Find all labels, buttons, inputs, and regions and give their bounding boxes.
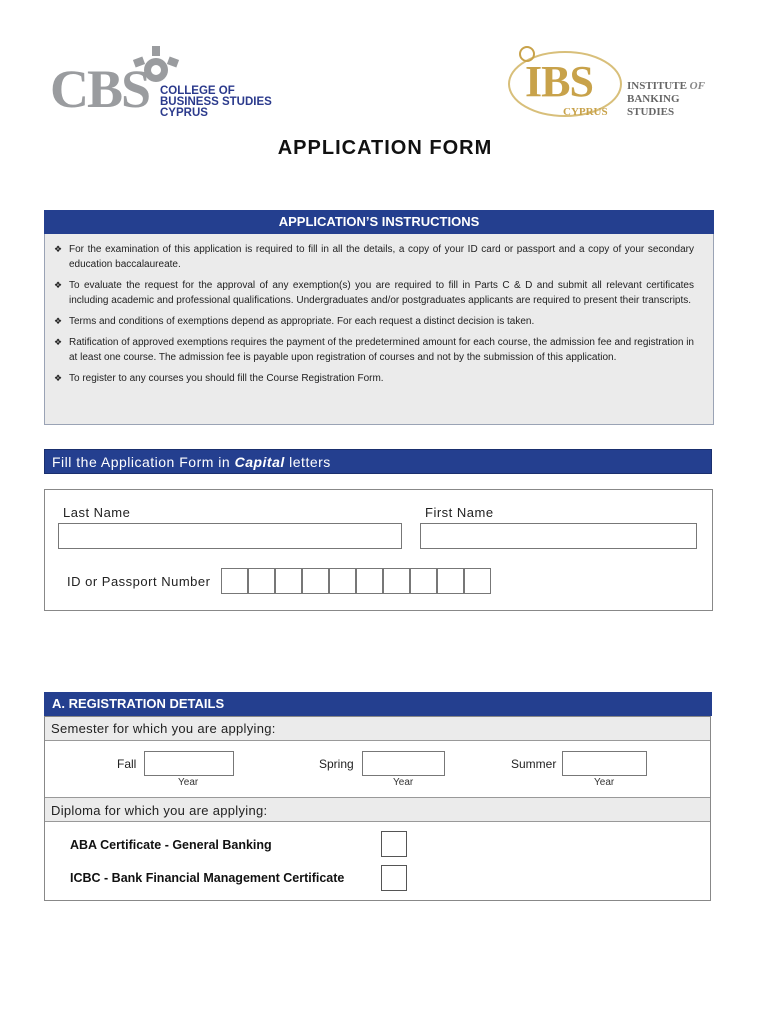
ibs-line1: INSTITUTE [627,80,687,92]
id-digit-cell[interactable] [383,568,410,594]
cbs-logo [50,44,280,124]
id-passport-label: ID or Passport Number [67,574,211,589]
semester-fall-label: Fall [117,757,137,771]
id-digit-cell[interactable] [275,568,302,594]
id-digit-cell[interactable] [302,568,329,594]
diploma-aba-label: ABA Certificate - General Banking [70,838,272,852]
instruction-item: ❖ To evaluate the request for the approval of any exemption(s) you are required to fill in Parts C & D and submit all relevant certificates including academic and professional qualifications. Undergraduates and/or postgraduates applicants are required to present their transcripts. [54,280,694,306]
id-passport-field[interactable] [221,568,491,594]
semester-summer-label: Summer [511,757,557,771]
id-digit-cell[interactable] [410,568,437,594]
ibs-cyprus: CYPRUS [563,106,608,118]
fill-instruction-banner [44,449,712,474]
instructions-heading: APPLICATION’S INSTRUCTIONS [44,210,714,234]
spring-year-label: Year [393,777,414,788]
diamond-bullet-icon: ❖ [54,280,63,290]
ibs-line1-of: OF [689,80,705,92]
cbs-subtitle [160,86,272,119]
diploma-aba-checkbox[interactable] [381,831,407,857]
diamond-bullet-icon: ❖ [54,373,63,383]
diploma-prompt: Diploma for which you are applying: [45,797,710,822]
first-name-label: First Name [425,505,494,520]
instruction-item: ❖ Ratification of approved exemptions requires the payment of the predetermined amount for each course, the admission fee and registration in at least one course. The admission fee is payable upon registration of courses and not by the submission of this application. [54,337,694,363]
id-digit-cell[interactable] [464,568,491,594]
semester-spring-label: Spring [319,757,354,771]
ibs-subtitle [627,80,705,119]
summer-year-field[interactable] [562,751,647,776]
id-digit-cell[interactable] [248,568,275,594]
page-title: APPLICATION FORM [277,137,493,159]
spring-year-field[interactable] [362,751,445,776]
first-name-field[interactable] [420,523,697,549]
summer-year-label: Year [594,777,615,788]
fill-banner-emphasis: Capital [234,454,285,470]
diamond-bullet-icon: ❖ [54,244,63,254]
diamond-bullet-icon: ❖ [54,337,63,347]
ibs-line3: STUDIES [627,106,675,118]
instruction-item: ❖ For the examination of this application is required to fill in all the details, a copy of your ID card or passport and a copy of your secondary education baccalaureate. [54,244,694,270]
last-name-field[interactable] [58,523,402,549]
semester-prompt: Semester for which you are applying: [45,717,710,741]
diamond-bullet-icon: ❖ [54,316,63,326]
id-digit-cell[interactable] [221,568,248,594]
instruction-item: ❖ To register to any courses you should fill the Course Registration Form. [54,373,384,384]
fall-year-label: Year [178,777,199,788]
fill-banner-text: Fill the Application Form in [52,454,235,470]
ibs-line2: BANKING [627,93,680,105]
id-digit-cell[interactable] [437,568,464,594]
id-digit-cell[interactable] [356,568,383,594]
fall-year-field[interactable] [144,751,234,776]
instructions-list [54,242,694,392]
cbs-line2: BUSINESS STUDIES [160,96,272,108]
last-name-label: Last Name [63,505,131,520]
diploma-icbc-checkbox[interactable] [381,865,407,891]
ibs-letters: IBS [525,57,593,106]
id-digit-cell[interactable] [329,568,356,594]
cbs-line1: COLLEGE OF [160,85,235,97]
ibs-logo [505,44,735,124]
section-a-heading: A. REGISTRATION DETAILS [44,692,712,716]
instruction-item: ❖ Terms and conditions of exemptions depend as appropriate. For each request a distinct decision is taken. [54,316,535,327]
cbs-line3: CYPRUS [160,107,208,119]
diploma-icbc-label: ICBC - Bank Financial Management Certificate [70,871,345,885]
fill-banner-text-end: letters [284,454,331,470]
cbs-letters: CBS [50,59,150,119]
